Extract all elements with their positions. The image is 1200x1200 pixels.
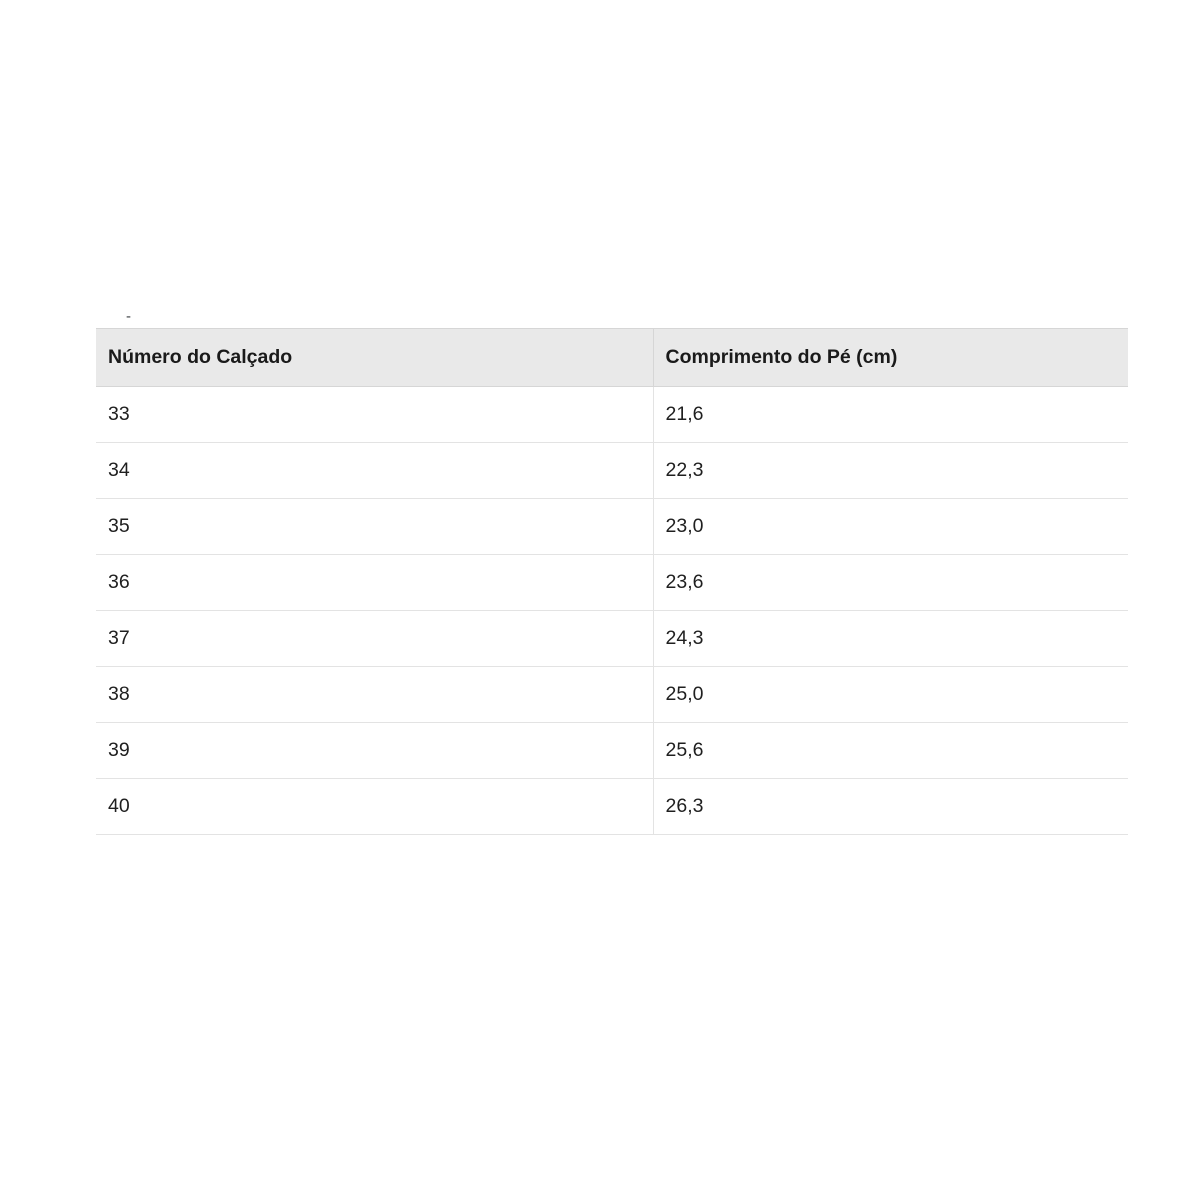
table-row xyxy=(96,443,1128,499)
cell-foot-length: 25,6 xyxy=(653,723,1128,779)
cell-foot-length: 26,3 xyxy=(653,779,1128,835)
document-content xyxy=(96,310,1128,835)
shoe-size-table xyxy=(96,328,1128,835)
table-row xyxy=(96,779,1128,835)
cell-shoe-size: 36 xyxy=(96,555,653,611)
cell-foot-length: 23,6 xyxy=(653,555,1128,611)
column-header-foot-length: Comprimento do Pé (cm) xyxy=(653,329,1128,387)
cell-shoe-size: 37 xyxy=(96,611,653,667)
column-header-shoe-size: Número do Calçado xyxy=(96,329,653,387)
table-row xyxy=(96,499,1128,555)
cell-shoe-size: 40 xyxy=(96,779,653,835)
cell-shoe-size: 38 xyxy=(96,667,653,723)
table-row xyxy=(96,611,1128,667)
table-row xyxy=(96,555,1128,611)
cell-shoe-size: 33 xyxy=(96,387,653,443)
table-head xyxy=(96,329,1128,387)
cell-shoe-size: 34 xyxy=(96,443,653,499)
table-row xyxy=(96,723,1128,779)
table-row xyxy=(96,667,1128,723)
table-row xyxy=(96,387,1128,443)
cell-shoe-size: 35 xyxy=(96,499,653,555)
list-marker: - xyxy=(126,308,131,325)
cell-foot-length: 23,0 xyxy=(653,499,1128,555)
cell-shoe-size: 39 xyxy=(96,723,653,779)
table-body xyxy=(96,387,1128,835)
cell-foot-length: 25,0 xyxy=(653,667,1128,723)
cell-foot-length: 24,3 xyxy=(653,611,1128,667)
cell-foot-length: 22,3 xyxy=(653,443,1128,499)
table-header-row xyxy=(96,329,1128,387)
cell-foot-length: 21,6 xyxy=(653,387,1128,443)
